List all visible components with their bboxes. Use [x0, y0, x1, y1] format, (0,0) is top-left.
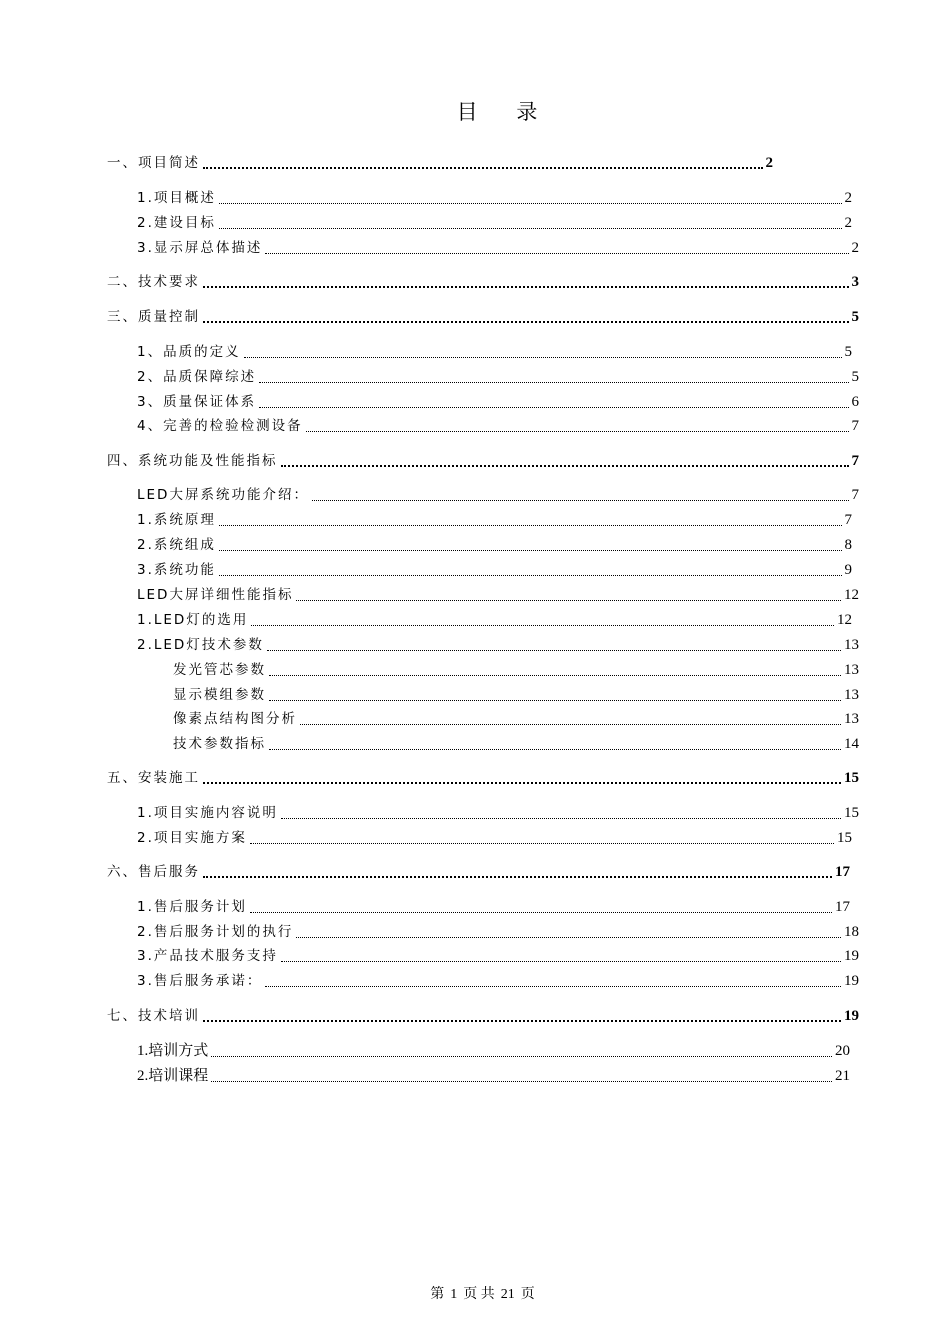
toc-entry-label: 1.售后服务计划: [137, 899, 247, 915]
toc-entry-label: 1.培训方式: [137, 1043, 209, 1059]
toc-entry-label: 2.LED灯技术参数: [137, 637, 264, 653]
toc-entry-label: 1.系统原理: [137, 512, 216, 528]
dot-leader: [259, 368, 848, 383]
toc-entry-page: 17: [835, 899, 850, 915]
footer-total-pages: 21: [500, 1287, 515, 1302]
toc-entry-page: 15: [844, 770, 859, 786]
toc-entry[interactable]: [107, 861, 850, 883]
toc-entry-label: 1.LED灯的选用: [137, 612, 249, 628]
dot-leader: [203, 272, 849, 288]
toc-entry[interactable]: [137, 896, 850, 918]
toc-entry-label: 六、售后服务: [107, 864, 200, 880]
toc-entry-label: 2.系统组成: [137, 537, 216, 553]
footer-prefix: 第: [430, 1287, 445, 1302]
dot-leader: [203, 307, 849, 323]
dot-leader: [251, 611, 834, 626]
toc-entry-label: 3.显示屏总体描述: [137, 240, 263, 256]
toc-entry-label: 3.售后服务承诺：: [137, 973, 263, 989]
toc-entry[interactable]: [137, 534, 852, 556]
toc-entry-page: 7: [851, 487, 859, 503]
toc-entry-page: 13: [844, 711, 859, 727]
toc-entry-label: 三、质量控制: [107, 309, 200, 325]
toc-entry-page: 5: [851, 309, 859, 325]
toc-entry[interactable]: [137, 609, 852, 631]
toc-entry[interactable]: [137, 509, 852, 531]
toc-entry[interactable]: [137, 237, 859, 259]
dot-leader: [281, 451, 849, 467]
toc-entry[interactable]: [173, 733, 859, 755]
toc-entry-page: 5: [851, 369, 859, 385]
dot-leader: [259, 393, 848, 408]
toc-entry-label: 技术参数指标: [173, 736, 266, 752]
toc-entry-page: 15: [837, 830, 852, 846]
toc-entry-label: 2.培训课程: [137, 1068, 209, 1084]
toc-entry[interactable]: [107, 1005, 859, 1027]
toc-entry-label: 2、品质保障综述: [137, 369, 257, 385]
toc-entry[interactable]: [137, 415, 859, 437]
toc-entry-label: 显示模组参数: [173, 687, 266, 703]
toc-entry-page: 9: [844, 562, 852, 578]
toc-entry-label: 3.系统功能: [137, 562, 216, 578]
dot-leader: [296, 586, 841, 601]
dot-leader: [265, 972, 841, 987]
toc-entry-label: 2.售后服务计划的执行: [137, 924, 294, 940]
toc-entry-label: 四、系统功能及性能指标: [107, 453, 278, 469]
toc-entry[interactable]: [137, 559, 852, 581]
toc-entry-page: 17: [835, 864, 850, 880]
toc-entry[interactable]: [107, 767, 859, 789]
dot-leader: [203, 768, 841, 784]
toc-entry[interactable]: [107, 450, 859, 472]
toc-entry-label: LED大屏系统功能介绍：: [137, 487, 309, 503]
footer-mid: 页 共: [463, 1287, 495, 1302]
dot-leader: [203, 153, 763, 169]
dot-leader: [300, 710, 841, 725]
toc-entry-page: 7: [851, 418, 859, 434]
toc-entry[interactable]: [173, 708, 859, 730]
dot-leader: [312, 486, 849, 501]
toc-entry-page: 12: [837, 612, 852, 628]
dot-leader: [250, 829, 834, 844]
toc-entry-page: 13: [844, 687, 859, 703]
toc-entry-label: 二、技术要求: [107, 274, 200, 290]
footer-current-page: 1: [450, 1287, 458, 1302]
toc-entry[interactable]: [107, 306, 859, 328]
toc-entry-label: 1.项目实施内容说明: [137, 805, 278, 821]
toc-entry-label: 2.建设目标: [137, 215, 216, 231]
toc-entry[interactable]: [173, 659, 859, 681]
dot-leader: [306, 417, 849, 432]
page-footer: [0, 1283, 950, 1303]
toc-entry[interactable]: [137, 802, 859, 824]
dot-leader: [269, 686, 841, 701]
toc-entry[interactable]: [107, 271, 859, 293]
toc-entry-page: 19: [844, 948, 859, 964]
toc-entry-label: 2.项目实施方案: [137, 830, 247, 846]
footer-suffix: 页: [520, 1287, 535, 1302]
toc-entry-label: 1.项目概述: [137, 190, 216, 206]
toc-entry-label: 一、项目简述: [107, 155, 200, 171]
toc-entry-page: 14: [844, 736, 859, 752]
toc-entry-page: 2: [844, 190, 852, 206]
toc-entry-page: 19: [844, 1008, 859, 1024]
toc-entry-page: 18: [844, 924, 859, 940]
toc-entry-page: 6: [851, 394, 859, 410]
dot-leader: [203, 862, 832, 878]
toc-entry[interactable]: [137, 366, 859, 388]
toc-entry-label: 像素点结构图分析: [173, 711, 297, 727]
toc-entry-page: 2: [851, 240, 859, 256]
dot-leader: [211, 1042, 832, 1057]
toc-entry[interactable]: [137, 970, 859, 992]
toc-entry[interactable]: [137, 584, 859, 606]
toc-entry[interactable]: [137, 1040, 850, 1062]
dot-leader: [219, 189, 842, 204]
toc-entry-label: 五、安装施工: [107, 770, 200, 786]
dot-leader: [267, 636, 841, 651]
toc-entry-label: 发光管芯参数: [173, 662, 266, 678]
toc-entry[interactable]: [137, 187, 852, 209]
toc-entry[interactable]: [107, 152, 773, 174]
toc-entry-label: 1、品质的定义: [137, 344, 241, 360]
toc-entry-page: 3: [851, 274, 859, 290]
toc-entry-page: 19: [844, 973, 859, 989]
dot-leader: [265, 239, 848, 254]
dot-leader: [281, 804, 841, 819]
toc-entry-label: LED大屏详细性能指标: [137, 587, 294, 603]
toc-entry-page: 20: [835, 1043, 850, 1059]
toc-entry-page: 7: [844, 512, 852, 528]
toc-entry-page: 13: [844, 637, 859, 653]
toc-entry-page: 2: [765, 155, 773, 171]
toc-entry-page: 2: [844, 215, 852, 231]
toc-entry-label: 七、技术培训: [107, 1008, 200, 1024]
toc-entry[interactable]: [137, 341, 852, 363]
dot-leader: [219, 536, 842, 551]
dot-leader: [296, 923, 841, 938]
toc-entry[interactable]: [137, 921, 859, 943]
toc-entry-page: 12: [844, 587, 859, 603]
toc-entry[interactable]: [137, 391, 859, 413]
dot-leader: [269, 735, 841, 750]
dot-leader: [219, 214, 842, 229]
dot-leader: [219, 511, 842, 526]
page-title: 目 录: [456, 100, 554, 124]
dot-leader: [269, 661, 841, 676]
toc-entry-label: 3.产品技术服务支持: [137, 948, 278, 964]
toc-entry[interactable]: [137, 1065, 850, 1087]
dot-leader: [250, 898, 832, 913]
toc-entry[interactable]: [137, 484, 859, 506]
toc-entry-page: 5: [844, 344, 852, 360]
dot-leader: [211, 1067, 832, 1082]
toc-entry-page: 8: [844, 537, 852, 553]
dot-leader: [244, 343, 842, 358]
dot-leader: [219, 561, 842, 576]
toc-entry-page: 15: [844, 805, 859, 821]
toc-entry[interactable]: [137, 827, 852, 849]
toc-entry-label: 3、质量保证体系: [137, 394, 257, 410]
dot-leader: [281, 947, 841, 962]
toc-entry-page: 21: [835, 1068, 850, 1084]
dot-leader: [203, 1006, 841, 1022]
toc-entry[interactable]: [137, 212, 852, 234]
toc-entry[interactable]: [173, 684, 859, 706]
toc-entry[interactable]: [137, 945, 859, 967]
toc-entry-page: 7: [851, 453, 859, 469]
toc-entry[interactable]: [137, 634, 859, 656]
toc-entry-label: 4、完善的检验检测设备: [137, 418, 303, 434]
toc-entry-page: 13: [844, 662, 859, 678]
